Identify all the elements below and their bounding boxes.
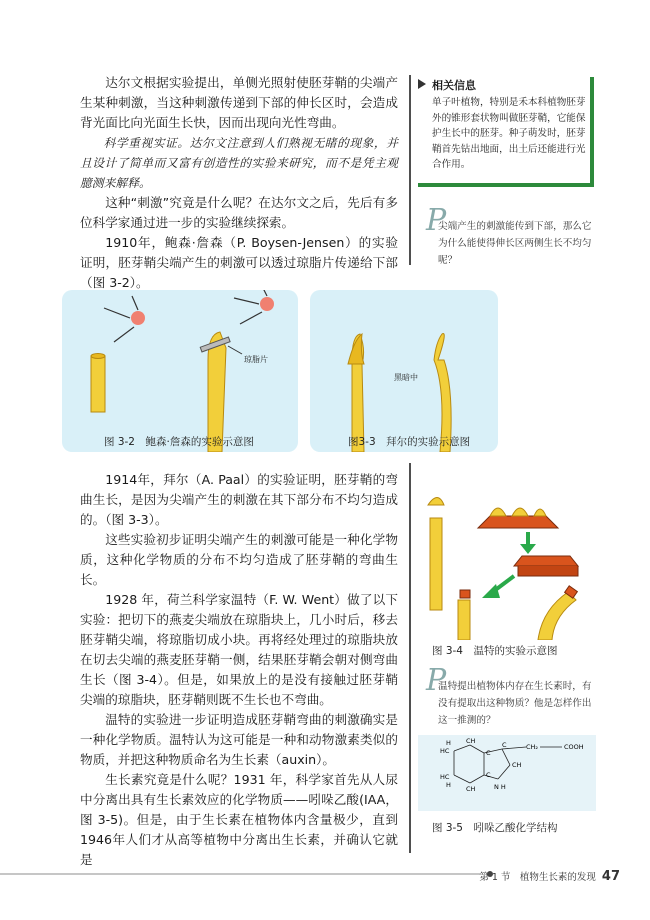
figure-3-3-drawing [310, 290, 498, 452]
page-number: 47 [601, 869, 620, 884]
atom-label: C [502, 741, 507, 749]
atom-label: CH₂ [526, 743, 539, 751]
figure-3-2-caption: 图 3-2 鲍森·詹森的实验示意图 [104, 436, 254, 448]
paragraph: 1928 年，荷兰科学家温特（F. W. Went）做了以下实验：把切下的燕麦尖端放在琼脂块上，几小时后，移去胚芽鞘尖端，将琼脂切成小块。再将经处理过的琼脂块放在切去尖端的燕麦胚芽鞘一侧，结果胚芽鞘会朝对侧弯曲生长（图 3-4）。但是，如果放上的是没有接触过胚芽鞘尖端的琼脂块，胚芽鞘则既不生长也不弯曲。 [80, 592, 398, 707]
paragraph-block-bottom [80, 470, 398, 870]
info-box-border [590, 77, 594, 187]
atom-label: COOH [564, 743, 584, 751]
emphasis-block [80, 133, 398, 193]
paragraph: 这些实验初步证明尖端产生的刺激可能是一种化学物质，这种化学物质的分布不均匀造成了胚芽鞘的弯曲生长。 [80, 532, 398, 587]
atom-label: N H [494, 783, 506, 791]
agar-label: 琼脂片 [244, 355, 268, 364]
figure-3-4 [418, 480, 598, 640]
paragraph: 1914年，拜尔（A. Paal）的实验证明，胚芽鞘的弯曲生长，是因为尖端产生的刺激在其下部分布不均匀造成的。（图 3-3）。 [80, 472, 398, 527]
coleoptile-stump [430, 518, 442, 610]
atom-label: H [446, 739, 451, 747]
figure-3-5-panel [418, 735, 596, 811]
think-text: 温特提出植物体内存在生长素时，有没有提取出这种物质？他是怎样作出这一推测的？ [438, 681, 592, 726]
column-divider [409, 75, 411, 265]
p-letter-icon: P [426, 663, 447, 698]
sun-icon [260, 297, 274, 311]
sun-icon [131, 311, 145, 325]
paragraph: 生长素究竟是什么呢？1931 年，科学家首先从人尿中分离出具有生长素效应的化学物质——吲哚乙酸(IAA，图 3-5)。但是，由于生长素在植物体内含量极少，直到1946年人们才从高等植物中分离出生长素，并确认它就是 [80, 772, 398, 867]
arrow-down-icon [520, 544, 536, 554]
coleoptile-bent [538, 592, 576, 640]
cut-surface [91, 354, 105, 359]
atom-label: CH [466, 785, 476, 793]
atom-label: H [446, 781, 451, 789]
info-box-title: 相关信息 [432, 79, 476, 92]
coleoptile-tip [428, 498, 444, 506]
iaa-structure [418, 735, 596, 811]
footer [479, 869, 620, 884]
figure-3-2-panel [62, 290, 298, 452]
atom-label: C [486, 771, 491, 779]
atom-label: C [486, 749, 491, 757]
column-divider [409, 463, 411, 853]
atom-label: CH [512, 761, 522, 769]
footer-section: 第 1 节 植物生长素的发现 [479, 872, 596, 883]
think-text: 尖端产生的刺激能传到下部，那么它为什么能使得伸长区两侧生长不均匀呢？ [438, 221, 592, 266]
think-question-1 [426, 203, 598, 269]
atom-label: HC [440, 773, 450, 781]
figure-3-5-caption: 图 3-5 吲哚乙酸化学结构 [432, 822, 558, 834]
p-letter-icon: P [426, 203, 447, 238]
paragraph-darwin-conclusion [80, 73, 398, 133]
paragraph: 这种“刺激”究竟是什么呢？在达尔文之后，先后有多位科学家通过进一步的实验继续探索。 [80, 195, 398, 230]
coleoptile-cut [91, 356, 105, 412]
paragraph-block-top2 [80, 193, 398, 293]
agar-cubes [514, 556, 578, 566]
figure-3-2-drawing [62, 290, 298, 452]
atom-label: CH [466, 737, 476, 745]
info-box-body: 单子叶植物，特别是禾本科植物胚芽外的锥形套状物叫做胚芽鞘，它能保护生长中的胚芽。种子萌发时，胚芽鞘首先钻出地面，出土后还能进行光合作用。 [432, 97, 586, 170]
think-question-2 [426, 663, 598, 729]
paragraph: 达尔文根据实验提出，单侧光照射使胚芽鞘的尖端产生某种刺激，当这种刺激传递到下部的伸长区时，会造成背光面比向光面生长快，因而出现向光性弯曲。 [80, 75, 398, 130]
triangle-icon [418, 79, 426, 89]
figure-3-4-drawing [418, 480, 598, 640]
emphasis-text: 科学重视实证。达尔文注意到人们熟视无睹的现象，并且设计了简单而又富有创造性的实验来研究，而不是凭主观臆测来解释。 [80, 136, 398, 190]
agar-block [478, 516, 558, 528]
dark-label: 黑暗中 [394, 373, 418, 382]
paragraph: 温特的实验进一步证明造成胚芽鞘弯曲的刺激确实是一种化学物质。温特认为这可能是一种和动物激素类似的物质，并把这种物质命名为生长素（auxin）。 [80, 712, 398, 767]
figure-3-3-panel [310, 290, 498, 452]
figure-3-3-caption: 图3-3 拜尔的实验示意图 [348, 436, 471, 448]
atom-label: HC [440, 747, 450, 755]
related-info-box [418, 77, 590, 183]
info-box-border [418, 183, 594, 187]
figure-3-4-caption: 图 3-4 温特的实验示意图 [432, 645, 558, 657]
paragraph: 1910年，鲍森·詹森（P. Boysen-Jensen）的实验证明，胚芽鞘尖端产生的刺激可以透过琼脂片传递给下部（图 3-2）。 [80, 235, 398, 290]
